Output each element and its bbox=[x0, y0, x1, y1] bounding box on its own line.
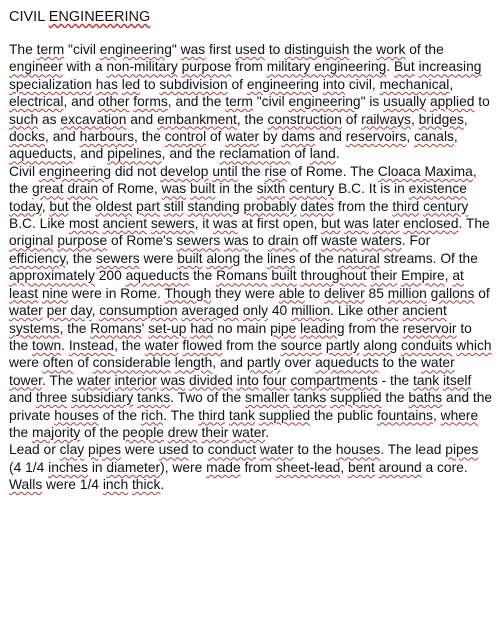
text-run: . The lead bbox=[380, 442, 446, 458]
text-run: of bbox=[341, 111, 362, 127]
spellcheck-underlined-word: interior bbox=[114, 372, 157, 388]
spellcheck-underlined-word: pipe bbox=[270, 320, 297, 336]
text-run: . bbox=[335, 146, 340, 162]
text-run: , bbox=[406, 129, 415, 145]
spellcheck-underlined-word: drain bbox=[267, 233, 299, 249]
text-run: first bbox=[205, 42, 236, 57]
spellcheck-underlined-word: considerable bbox=[92, 355, 171, 371]
spellcheck-underlined-word: million bbox=[291, 303, 331, 319]
spellcheck-underlined-word: at least bbox=[9, 268, 464, 301]
spellcheck-underlined-word: used bbox=[235, 42, 266, 57]
text-run: of the bbox=[405, 42, 444, 57]
spellcheck-underlined-word: into bbox=[236, 372, 259, 388]
spellcheck-underlined-word: million bbox=[387, 285, 427, 301]
text-run: , bbox=[453, 129, 458, 145]
spellcheck-underlined-word: clay bbox=[59, 442, 85, 458]
spellcheck-underlined-word: work bbox=[376, 42, 406, 57]
text-run: to bbox=[304, 285, 325, 301]
spellcheck-underlined-word: three bbox=[35, 390, 68, 406]
spellcheck-underlined-word: compartments bbox=[290, 372, 378, 388]
spellcheck-underlined-word: was bbox=[180, 42, 206, 57]
text-run: to the bbox=[378, 355, 421, 371]
spellcheck-underlined-word: led bbox=[121, 76, 141, 92]
spellcheck-underlined-word: flowed bbox=[182, 337, 223, 353]
spellcheck-underlined-word: until bbox=[212, 163, 238, 179]
spellcheck-underlined-word: length bbox=[174, 355, 213, 371]
text-run: "civil bbox=[252, 94, 289, 110]
spellcheck-underlined-word: drain bbox=[67, 181, 98, 197]
text-run: were in Rome. bbox=[68, 285, 165, 301]
text-run: 40 bbox=[268, 303, 292, 319]
text-run: the bbox=[381, 390, 409, 406]
spellcheck-underlined-word: waters bbox=[361, 233, 402, 249]
text-run: a core. bbox=[421, 459, 468, 475]
text-run: of the bbox=[295, 250, 338, 266]
spellcheck-underlined-word: able bbox=[278, 285, 305, 301]
spellcheck-underlined-word: third bbox=[198, 407, 226, 423]
spellcheck-underlined-word: third bbox=[392, 198, 420, 214]
spellcheck-underlined-word: aqueducts bbox=[125, 268, 190, 284]
text-run: to bbox=[265, 42, 285, 57]
spellcheck-underlined-word: century bbox=[289, 181, 335, 197]
spellcheck-underlined-word: houses bbox=[335, 442, 381, 458]
spellcheck-underlined-word: lines bbox=[267, 250, 296, 266]
spellcheck-underlined-word: was bbox=[161, 181, 187, 197]
spellcheck-underlined-word: systems bbox=[9, 320, 60, 336]
spellcheck-underlined-word: gallons bbox=[430, 285, 475, 301]
text-run: of bbox=[290, 146, 310, 162]
spellcheck-underlined-word: inches bbox=[48, 459, 89, 475]
spellcheck-underlined-word: engineering bbox=[99, 42, 172, 57]
text-run: off bbox=[298, 233, 322, 249]
spellcheck-underlined-word: made bbox=[206, 459, 241, 475]
text-run: . The bbox=[163, 407, 199, 423]
spellcheck-underlined-word: tank bbox=[228, 407, 255, 423]
spellcheck-underlined-word: throughout bbox=[300, 268, 367, 284]
text-run: of Rome. The bbox=[286, 163, 378, 179]
text-run: civil, bbox=[345, 76, 380, 92]
text-run: from the bbox=[344, 320, 403, 336]
spellcheck-underlined-word: construction bbox=[267, 111, 342, 127]
spellcheck-underlined-word: averaged bbox=[181, 303, 239, 319]
spellcheck-underlined-word: itself bbox=[442, 372, 472, 388]
text-run: , the bbox=[59, 320, 91, 336]
spellcheck-underlined-word: houses bbox=[54, 407, 99, 423]
spellcheck-underlined-word: which bbox=[456, 337, 492, 353]
spellcheck-underlined-word: control bbox=[164, 129, 207, 145]
spellcheck-underlined-word: reservoirs bbox=[345, 129, 407, 145]
text-run: ), were bbox=[160, 459, 207, 475]
paragraph-1 bbox=[9, 41, 493, 163]
spellcheck-underlined-word: Instead bbox=[68, 337, 115, 353]
spellcheck-underlined-word: later bbox=[372, 216, 400, 232]
text-run: , bbox=[432, 407, 441, 423]
spellcheck-underlined-word: today bbox=[9, 198, 42, 214]
spellcheck-underlined-word: purpose bbox=[181, 59, 232, 75]
text-run: were bbox=[121, 442, 159, 458]
text-run: , and bbox=[63, 94, 98, 110]
spellcheck-underlined-word: dates bbox=[300, 198, 335, 214]
spellcheck-underlined-word: non-military bbox=[106, 59, 178, 75]
text-run: "civil bbox=[64, 42, 100, 57]
spellcheck-underlined-word: Romans bbox=[216, 268, 268, 284]
text-run: " bbox=[171, 42, 181, 57]
spellcheck-underlined-word: divided bbox=[189, 372, 233, 388]
text-run: . bbox=[265, 424, 270, 440]
spellcheck-underlined-word: embankment bbox=[157, 111, 237, 127]
text-run: to bbox=[188, 442, 208, 458]
spellcheck-underlined-word: most bbox=[68, 216, 99, 232]
text-run: , bbox=[41, 198, 50, 214]
text-run: , the bbox=[134, 129, 165, 145]
spellcheck-underlined-word: town bbox=[32, 337, 62, 353]
text-run: and bbox=[9, 390, 36, 406]
spellcheck-underlined-word: waste bbox=[321, 233, 358, 249]
document-body bbox=[9, 7, 493, 494]
text-run: to bbox=[474, 94, 490, 110]
spellcheck-underlined-word: engineering bbox=[246, 76, 319, 92]
text-run: the bbox=[68, 198, 96, 214]
spellcheck-underlined-word: great bbox=[32, 181, 64, 197]
spellcheck-underlined-word: smaller bbox=[245, 390, 290, 406]
spellcheck-underlined-word: develop bbox=[160, 163, 209, 179]
text-run: and the private bbox=[9, 390, 493, 423]
text-run: . The bbox=[41, 372, 78, 388]
text-run: the bbox=[9, 424, 33, 440]
spellcheck-underlined-word: efficiency bbox=[9, 250, 66, 266]
spellcheck-underlined-word: water bbox=[77, 372, 111, 388]
text-run: did not bbox=[111, 163, 161, 179]
spellcheck-underlined-word: around bbox=[378, 459, 422, 475]
text-run: were 1/4 bbox=[42, 477, 103, 493]
text-run: , bbox=[340, 459, 348, 475]
spellcheck-underlined-word: forms bbox=[133, 94, 168, 110]
spellcheck-underlined-word: their bbox=[201, 424, 229, 440]
spellcheck-underlined-word: aqueducts bbox=[9, 146, 73, 162]
spellcheck-underlined-word: Romans bbox=[90, 320, 142, 336]
spellcheck-underlined-word: their bbox=[370, 268, 398, 284]
spellcheck-underlined-word: Empire bbox=[401, 268, 445, 284]
spellcheck-underlined-word: ancient bbox=[402, 303, 447, 319]
spellcheck-underlined-word: standing bbox=[187, 198, 240, 214]
spellcheck-underlined-word: partly bbox=[246, 355, 281, 371]
text-run: . The bbox=[458, 216, 490, 232]
spellcheck-underlined-word: built bbox=[271, 268, 297, 284]
spellcheck-underlined-word: tower bbox=[9, 372, 42, 388]
spellcheck-underlined-word: pipelines bbox=[107, 146, 162, 162]
spellcheck-underlined-word: drew bbox=[167, 424, 198, 440]
spellcheck-underlined-word: water bbox=[232, 424, 266, 440]
spellcheck-underlined-word: water bbox=[9, 303, 43, 319]
text-run: the bbox=[237, 163, 265, 179]
text-run: by bbox=[259, 129, 282, 145]
spellcheck-underlined-word: deliver bbox=[324, 285, 365, 301]
spellcheck-underlined-word: water bbox=[420, 355, 455, 371]
text-run: The bbox=[9, 42, 37, 57]
text-run: of the bbox=[98, 407, 141, 423]
text-run: as bbox=[38, 111, 61, 127]
text-run: at first open, bbox=[237, 216, 322, 232]
spellcheck-underlined-word: aqueducts bbox=[315, 355, 379, 371]
spellcheck-underlined-word: was bbox=[344, 216, 369, 232]
spellcheck-underlined-word: reservoir bbox=[402, 320, 457, 336]
text-run: . bbox=[386, 59, 395, 75]
text-run: . bbox=[160, 477, 165, 493]
spellcheck-underlined-word: tank bbox=[413, 372, 440, 388]
spellcheck-underlined-word: diameter bbox=[106, 459, 161, 475]
spellcheck-underlined-word: inch bbox=[102, 477, 129, 493]
spellcheck-underlined-word: supplied bbox=[330, 390, 382, 406]
text-run: were bbox=[9, 355, 43, 371]
text-run: " is bbox=[360, 94, 384, 110]
text-run: . For bbox=[401, 233, 431, 249]
document-title bbox=[9, 7, 493, 27]
text-run: CIVIL bbox=[9, 9, 49, 25]
spellcheck-underlined-word: dams bbox=[281, 129, 316, 145]
spellcheck-underlined-word: existence bbox=[408, 181, 467, 197]
spellcheck-underlined-word: reclamation bbox=[219, 146, 291, 162]
text-run: from bbox=[231, 59, 267, 75]
spellcheck-underlined-word: subsidiary bbox=[71, 390, 134, 406]
spellcheck-underlined-word: was bbox=[160, 372, 186, 388]
spellcheck-underlined-word: but bbox=[321, 216, 341, 232]
text-run: the public bbox=[310, 407, 377, 423]
spellcheck-underlined-word: sixth bbox=[256, 181, 286, 197]
text-run: 85 bbox=[364, 285, 388, 301]
spellcheck-underlined-word: source bbox=[280, 337, 322, 353]
spellcheck-underlined-word: used bbox=[158, 442, 189, 458]
spellcheck-underlined-word: increasing bbox=[418, 59, 482, 75]
text-run: to bbox=[248, 233, 268, 249]
spellcheck-underlined-word: but bbox=[49, 198, 69, 214]
text-run: of bbox=[206, 129, 226, 145]
spellcheck-underlined-word: specialization bbox=[9, 76, 92, 92]
spellcheck-underlined-word: per day bbox=[46, 303, 92, 319]
document-paragraphs bbox=[9, 41, 493, 494]
spellcheck-underlined-word: was bbox=[224, 233, 249, 249]
text-run: , and bbox=[45, 129, 80, 145]
spellcheck-underlined-word: enclosed bbox=[403, 216, 459, 232]
spellcheck-underlined-word: natural bbox=[337, 250, 380, 266]
spellcheck-underlined-word: Though bbox=[164, 285, 212, 301]
spellcheck-underlined-word: built bbox=[177, 250, 203, 266]
spellcheck-underlined-word: usually bbox=[383, 94, 427, 110]
spellcheck-underlined-word: But bbox=[394, 59, 415, 75]
spellcheck-underlined-word: bent bbox=[348, 459, 375, 475]
spellcheck-underlined-word: set-up bbox=[148, 320, 187, 336]
text-run: of Rome's bbox=[107, 233, 177, 249]
spellcheck-underlined-word: tanks bbox=[137, 390, 171, 406]
text-run: they were bbox=[211, 285, 279, 301]
text-run: - the bbox=[377, 372, 414, 388]
text-run: over bbox=[280, 355, 316, 371]
spellcheck-underlined-word: thick bbox=[131, 477, 161, 493]
text-run: (4 1/4 bbox=[9, 459, 49, 475]
text-run: , the bbox=[65, 250, 96, 266]
spellcheck-underlined-word: tanks bbox=[293, 390, 327, 406]
spellcheck-underlined-word: term bbox=[36, 42, 65, 57]
text-run: . Two of the bbox=[170, 390, 246, 406]
paragraph-2 bbox=[9, 163, 493, 442]
spellcheck-underlined-word: rise bbox=[264, 163, 287, 179]
text-run: of Rome, bbox=[98, 181, 162, 197]
text-run: , bbox=[463, 111, 468, 127]
spellcheck-underlined-word: approximately bbox=[9, 268, 95, 284]
text-run: , bbox=[91, 303, 100, 319]
spellcheck-underlined-word: has bbox=[95, 76, 118, 92]
spellcheck-underlined-word: majority bbox=[32, 424, 81, 440]
spellcheck-underlined-word: built bbox=[190, 181, 216, 197]
spellcheck-underlined-word: rich bbox=[140, 407, 164, 423]
spellcheck-underlined-word: engineering bbox=[288, 94, 361, 110]
spellcheck-underlined-word: water bbox=[259, 442, 294, 458]
spellcheck-underlined-word: was bbox=[213, 216, 238, 232]
spellcheck-underlined-word: applied bbox=[429, 94, 475, 110]
text-run: with a bbox=[62, 59, 107, 75]
spellcheck-underlined-word: probably bbox=[243, 198, 297, 214]
text-run: streams. Of the bbox=[379, 250, 478, 266]
text-run: to bbox=[140, 76, 160, 92]
text-run: from bbox=[240, 459, 276, 475]
spellcheck-underlined-word: had bbox=[190, 320, 214, 336]
text-run: to the bbox=[9, 320, 472, 353]
text-run: , bbox=[410, 111, 419, 127]
spellcheck-underlined-word: still bbox=[163, 198, 184, 214]
spellcheck-underlined-word: Walls bbox=[9, 477, 43, 493]
spellcheck-underlined-word: term bbox=[225, 94, 253, 110]
spellcheck-underlined-word: consumption bbox=[99, 303, 178, 319]
text-run: the bbox=[349, 42, 377, 57]
spellcheck-underlined-word: sheet-lead bbox=[275, 459, 341, 475]
text-run: B.C. Like bbox=[9, 216, 69, 232]
spellcheck-underlined-word: often bbox=[42, 355, 74, 371]
text-run: , the bbox=[9, 163, 477, 197]
text-run: , and the bbox=[167, 94, 226, 110]
text-run: , and the bbox=[161, 146, 220, 162]
spellcheck-underlined-word: leading bbox=[300, 320, 345, 336]
spellcheck-underlined-word: part bbox=[136, 198, 160, 214]
spellcheck-underlined-word: land bbox=[309, 146, 336, 162]
text-run: from the bbox=[222, 337, 281, 353]
spellcheck-underlined-word: ENGINEERING bbox=[48, 9, 151, 25]
text-run: the bbox=[240, 250, 267, 266]
spellcheck-underlined-word: ancient bbox=[102, 216, 148, 232]
spellcheck-underlined-word: sewers bbox=[95, 250, 140, 266]
spellcheck-underlined-word: railways bbox=[361, 111, 411, 127]
spellcheck-underlined-word: people bbox=[122, 424, 164, 440]
text-run: , the bbox=[114, 337, 145, 353]
text-run: B.C. It is in bbox=[334, 181, 409, 197]
spellcheck-underlined-word: distinguish bbox=[284, 42, 350, 57]
spellcheck-underlined-word: mechanical bbox=[379, 76, 450, 92]
text-run: from the bbox=[334, 198, 393, 214]
spellcheck-underlined-word: supplied bbox=[258, 407, 311, 423]
spellcheck-underlined-word: original bbox=[9, 233, 54, 249]
text-run: Civil bbox=[9, 163, 39, 179]
text-run: , bbox=[449, 76, 454, 92]
text-run: Lead or bbox=[9, 442, 60, 458]
text-run: in the bbox=[215, 181, 257, 197]
spellcheck-underlined-word: conduits bbox=[401, 337, 453, 353]
spellcheck-underlined-word: pipes bbox=[88, 442, 122, 458]
spellcheck-underlined-word: water bbox=[144, 337, 179, 353]
spellcheck-underlined-word: engineer bbox=[9, 59, 63, 75]
spellcheck-underlined-word: baths bbox=[408, 390, 443, 406]
text-run: . bbox=[61, 337, 69, 353]
text-run: , it bbox=[194, 216, 214, 232]
spellcheck-underlined-word: excavation bbox=[60, 111, 127, 127]
spellcheck-underlined-word: along bbox=[363, 337, 398, 353]
spellcheck-underlined-word: subdivision bbox=[159, 76, 228, 92]
spellcheck-underlined-word: along bbox=[206, 250, 241, 266]
text-run: , and bbox=[72, 146, 108, 162]
text-run: the bbox=[189, 268, 217, 284]
spellcheck-underlined-word: harbours bbox=[79, 129, 135, 145]
text-run: , and bbox=[212, 355, 247, 371]
spellcheck-underlined-word: fountains bbox=[376, 407, 433, 423]
text-run: in bbox=[88, 459, 107, 475]
spellcheck-underlined-word: electrical bbox=[9, 94, 64, 110]
text-run: of bbox=[474, 285, 490, 301]
text-run: no main bbox=[213, 320, 271, 336]
text-run: 200 bbox=[94, 268, 126, 284]
text-run: to the bbox=[293, 442, 336, 458]
spellcheck-underlined-word: other bbox=[97, 94, 130, 110]
spellcheck-underlined-word: century bbox=[423, 198, 469, 214]
text-run: and bbox=[315, 129, 346, 145]
spellcheck-underlined-word: sewers bbox=[176, 233, 221, 249]
spellcheck-underlined-word: other bbox=[366, 303, 399, 319]
text-run: , bbox=[444, 268, 453, 284]
spellcheck-underlined-word: conduct bbox=[207, 442, 257, 458]
text-run: and bbox=[126, 111, 158, 127]
spellcheck-underlined-word: where bbox=[440, 407, 479, 423]
spellcheck-underlined-word: military engineering bbox=[266, 59, 387, 75]
text-run: of bbox=[227, 76, 247, 92]
text-run: , the bbox=[236, 111, 268, 127]
spellcheck-underlined-word: oldest bbox=[95, 198, 133, 214]
spellcheck-underlined-word: docks bbox=[9, 129, 46, 145]
text-run: . Like bbox=[330, 303, 367, 319]
spellcheck-underlined-word: four bbox=[262, 372, 287, 388]
spellcheck-underlined-word: bridges bbox=[418, 111, 464, 127]
spellcheck-underlined-word: into bbox=[322, 76, 346, 92]
spellcheck-underlined-word: nine bbox=[42, 285, 69, 301]
spellcheck-underlined-word: engineering bbox=[38, 163, 112, 179]
text-run: were bbox=[139, 250, 178, 266]
spellcheck-underlined-word: purpose bbox=[57, 233, 108, 249]
text-run: of bbox=[73, 355, 93, 371]
spellcheck-underlined-word: canals bbox=[414, 129, 454, 145]
spellcheck-underlined-word: partly bbox=[325, 337, 360, 353]
text-run: of the bbox=[80, 424, 123, 440]
text-run: ' bbox=[141, 320, 149, 336]
spellcheck-underlined-word: such bbox=[9, 111, 39, 127]
spellcheck-underlined-word: water bbox=[225, 129, 260, 145]
spellcheck-underlined-word: Cloaca Maxima bbox=[377, 163, 473, 179]
paragraph-3 bbox=[9, 441, 493, 493]
spellcheck-underlined-word: pipes bbox=[445, 442, 479, 458]
spellcheck-underlined-word: sewers bbox=[150, 216, 195, 232]
spellcheck-underlined-word: only bbox=[242, 303, 269, 319]
